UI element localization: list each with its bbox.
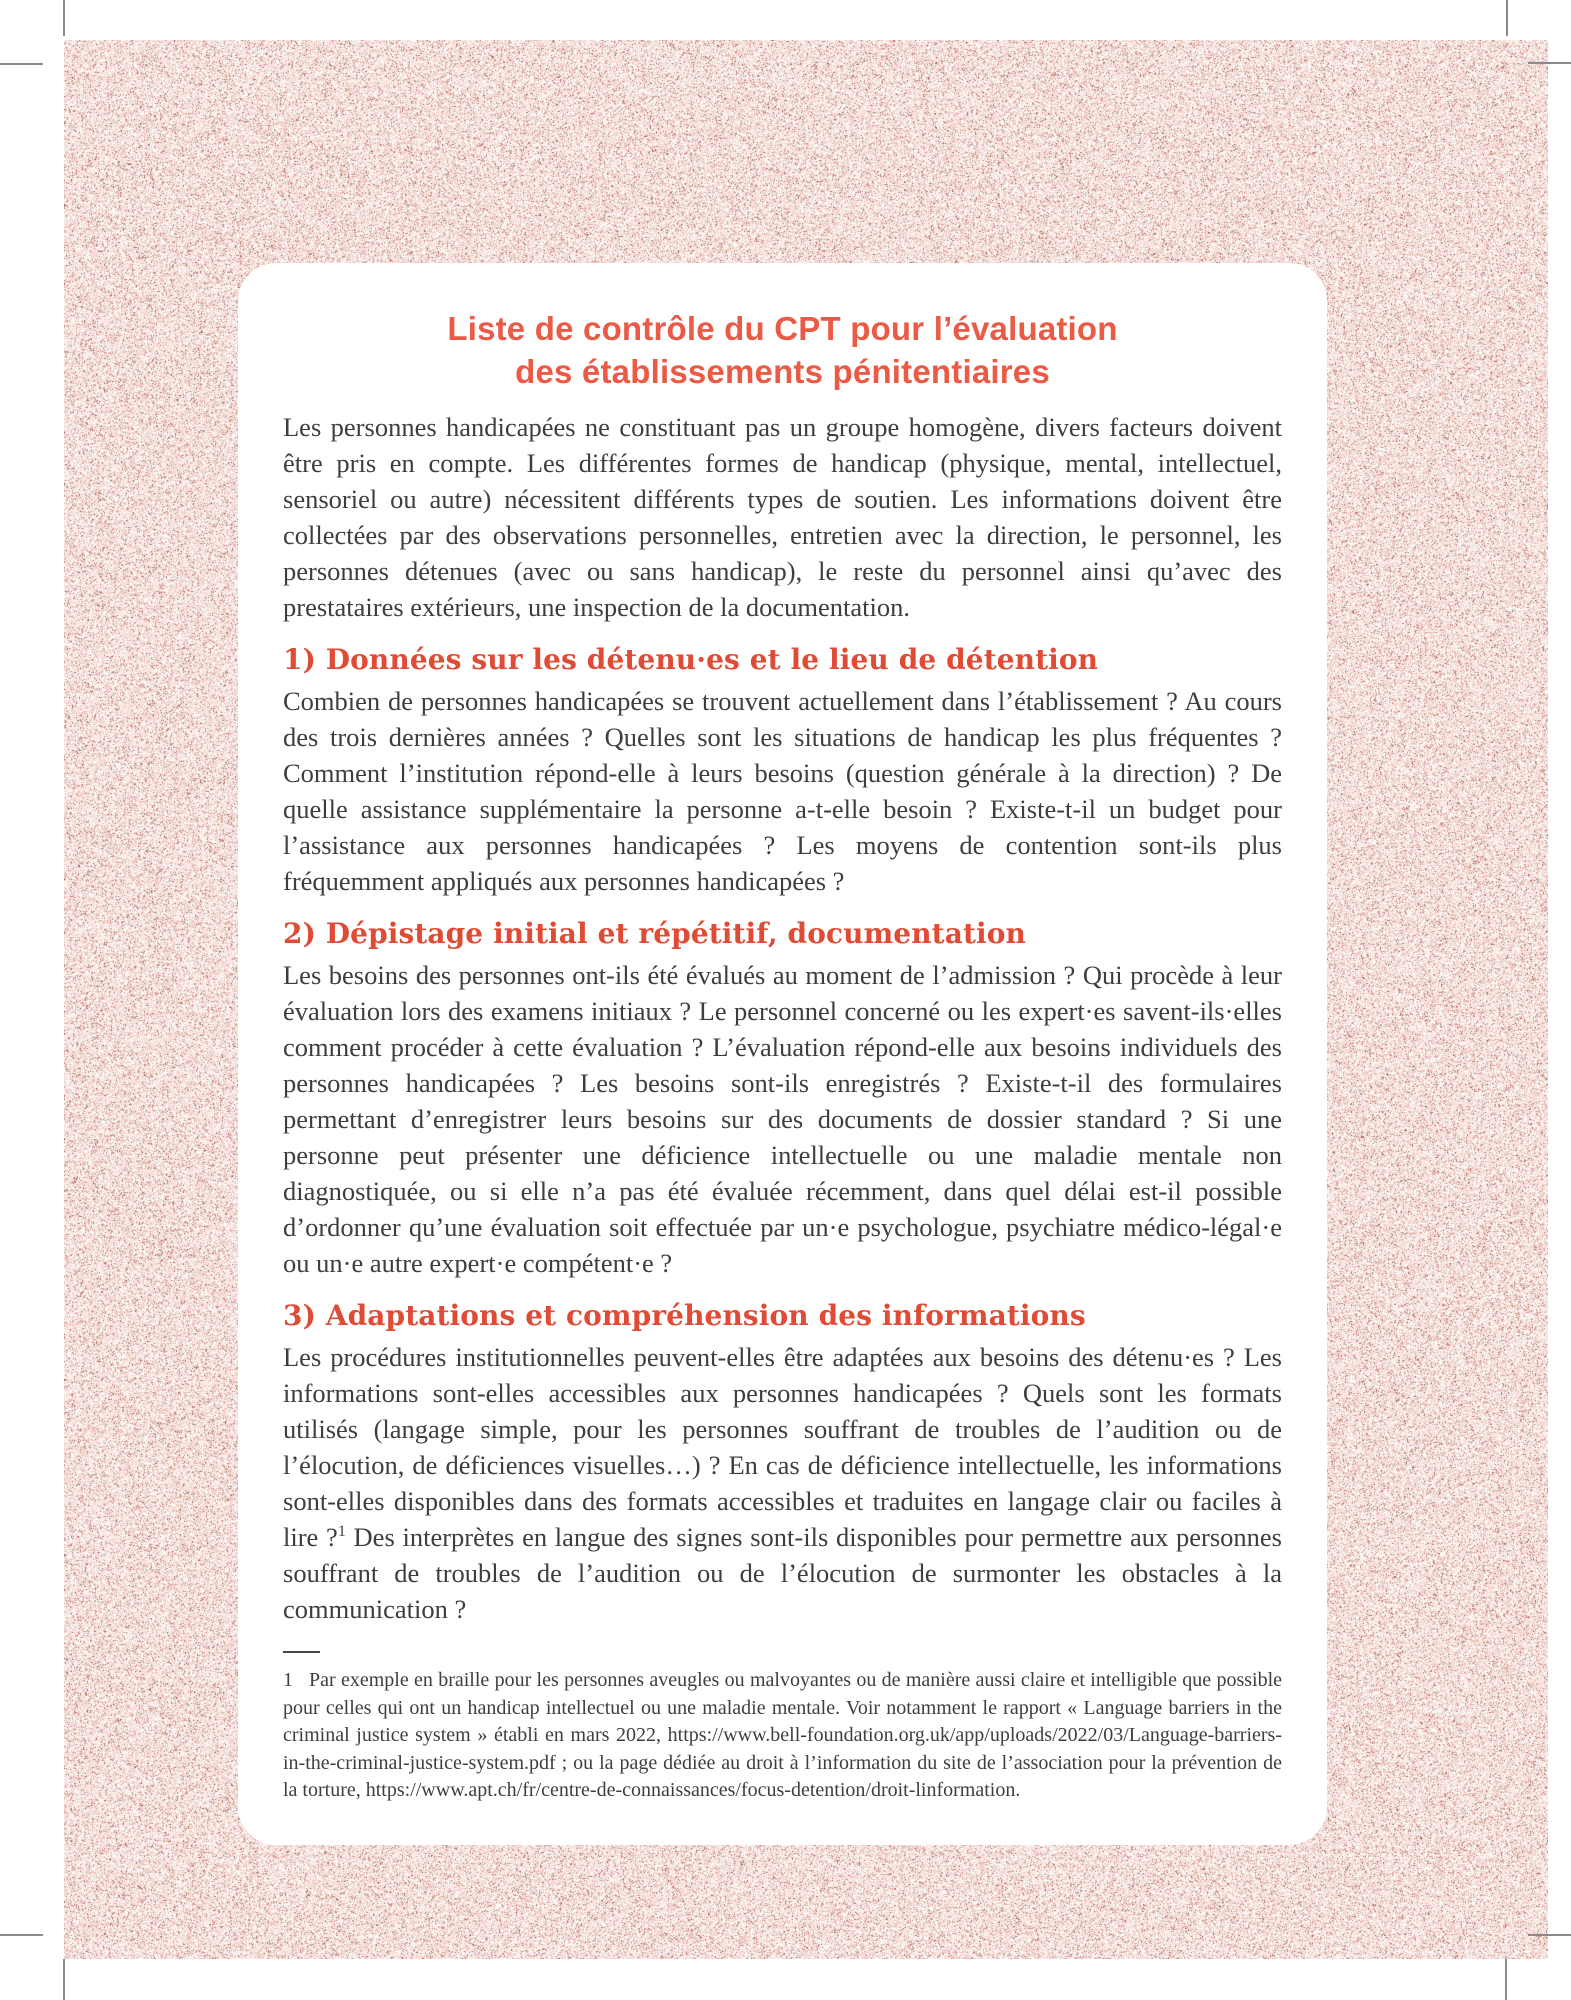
crop-mark-top-left-vertical bbox=[63, 0, 65, 36]
content-card bbox=[238, 263, 1327, 1845]
footnote-reference-superscript: 1 bbox=[337, 1523, 346, 1541]
section-1-paragraph: Combien de personnes handicapées se trouvent actuellement dans l’établissement ? Au cours des trois dernières années ? Quelles sont les situations de handicap les plus fréquentes ? Comment l’institution répond-elle à leurs besoins (question générale à la direction) ? De quelle assistance supplémentaire la personne a-t-elle besoin ? Existe-t-il un budget pour l’assistance aux personnes handicapées ? Les moyens de contention sont-ils plus fréquemment appliqués aux personnes handicapées ? bbox=[283, 686, 1282, 896]
crop-mark-bottom-left-horizontal bbox=[0, 1934, 43, 1936]
crop-mark-bottom-left-vertical bbox=[63, 1959, 65, 2000]
page-title-line-1: Liste de contrôle du CPT pour l’évaluation bbox=[447, 310, 1118, 347]
section-3 bbox=[283, 1297, 1282, 1627]
section-1-heading: 1) Données sur les détenu·es et le lieu de détention bbox=[283, 643, 1099, 676]
footnote-divider-rule bbox=[283, 1651, 320, 1653]
footnote-text: Par exemple en braille pour les personnes aveugles ou malvoyantes ou de manière aussi claire et intelligible que possible pour celles qui ont un handicap intellectuel ou une maladie mentale. Voir notamment le rapport « Language barriers in the criminal justice system » établi en mars 2022, https://www.bell-foundation.org.uk/app/uploads/2022/03/Language-barriers-in-the-criminal-justice-system.pdf ; ou la page dédiée au droit à l’information du site de l’association pour la prévention de la torture, https://www.apt.ch/fr/centre-de-connaissances/focus-detention/droit-linformation. bbox=[283, 1669, 1282, 1801]
crop-mark-top-right-horizontal bbox=[1528, 62, 1571, 64]
section-2-paragraph: Les besoins des personnes ont-ils été évalués au moment de l’admission ? Qui procède à leur évaluation lors des examens initiaux ? Le personnel concerné ou les expert·es savent-ils·elles comment procéder à cette évaluation ? L’évaluation répond-elle aux besoins individuels des personnes handicapées ? Les besoins sont-ils enregistrés ? Existe-t-il des formulaires permettant d’enregistrer leurs besoins sur des documents de dossier standard ? Si une personne peut présenter une déficience intellectuelle ou une maladie mentale non diagnostiquée, ou si elle n’a pas été évaluée récemment, dans quel délai est-il possible d’ordonner qu’une évaluation soit effectuée par un·e psychologue, psychiatre médico-légal·e ou un·e autre expert·e compétent·e ? bbox=[283, 960, 1282, 1278]
crop-mark-top-right-vertical bbox=[1506, 0, 1508, 36]
page-title bbox=[283, 307, 1282, 393]
crop-mark-bottom-right-horizontal bbox=[1528, 1934, 1571, 1936]
section-2-heading: 2) Dépistage initial et répétitif, documentation bbox=[283, 917, 1026, 950]
section-3-text-before-footnote-ref: Les procédures institutionnelles peuvent-elles être adaptées aux besoins des détenu·es ? Les informations sont-elles accessibles aux personnes handicapées ? Quels sont les formats utilisés (langage simple, pour les personnes souffrant de troubles de l’audition ou de l’élocution, de déficiences visuelles…) ? En cas de déficience intellectuelle, les informations sont-elles disponibles dans des formats accessibles et traduites en langage clair ou faciles à lire ? bbox=[283, 1342, 1282, 1552]
footnote bbox=[283, 1667, 1282, 1805]
section-2 bbox=[283, 915, 1282, 1281]
intro-paragraph: Les personnes handicapées ne constituant pas un groupe homogène, divers facteurs doivent être pris en compte. Les différentes formes de handicap (physique, mental, intellectuel, sensoriel ou autre) nécessitent différents types de soutien. Les informations doivent être collectées par des observations personnelles, entretien avec la direction, le personnel, les personnes détenues (avec ou sans handicap), le reste du personnel ainsi qu’avec des prestataires extérieurs, une inspection de la documentation. bbox=[283, 412, 1282, 622]
footnote-number: 1 bbox=[283, 1669, 293, 1691]
page-title-line-2: des établissements pénitentiaires bbox=[515, 353, 1050, 390]
crop-mark-bottom-right-vertical bbox=[1505, 1959, 1507, 2000]
section-3-text-after-footnote-ref: Des interprètes en langue des signes sont-ils disponibles pour permettre aux personnes souffrant de troubles de l’audition ou de l’élocution de surmonter les obstacles à la communication ? bbox=[283, 1522, 1282, 1624]
section-1 bbox=[283, 641, 1282, 899]
section-3-paragraph bbox=[283, 1339, 1282, 1627]
crop-mark-top-left-horizontal bbox=[0, 63, 43, 65]
section-3-heading: 3) Adaptations et compréhension des informations bbox=[283, 1299, 1086, 1332]
